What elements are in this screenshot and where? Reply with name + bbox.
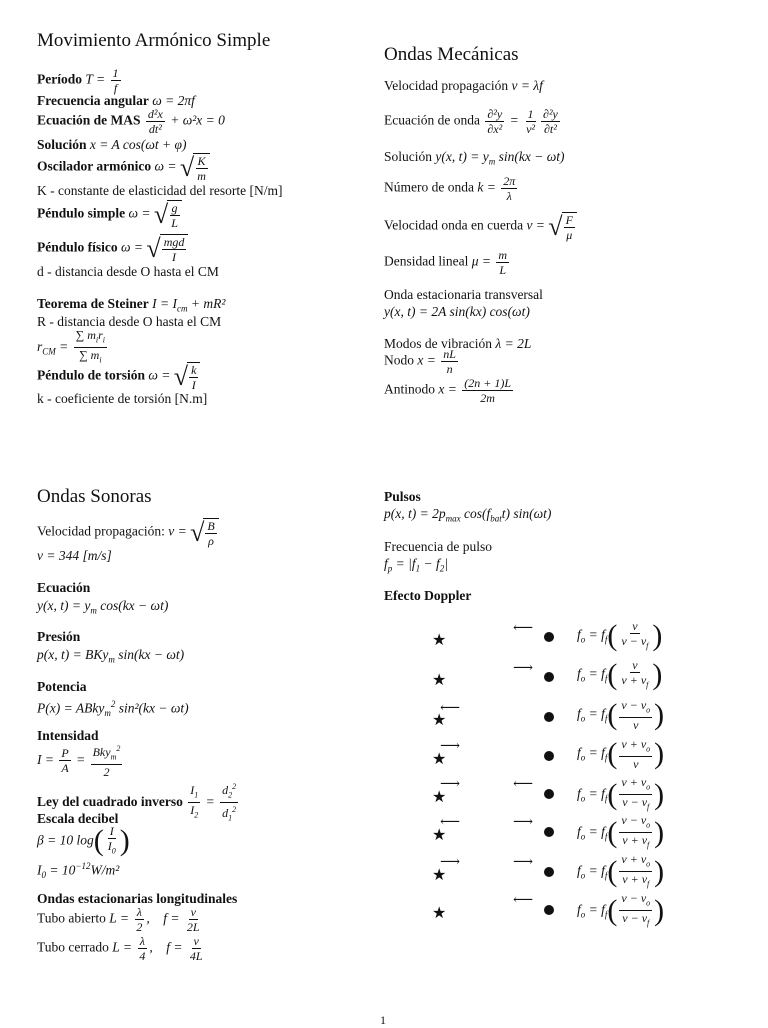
source-arrow-right-icon: ⟶ bbox=[440, 854, 461, 870]
d-description: d - distancia desde O hasta el CM bbox=[37, 264, 219, 279]
observer-arrow-left-icon: ⟵ bbox=[513, 892, 534, 908]
ec-mas-label: Ecuación de MAS bbox=[37, 112, 141, 128]
oscilador-label: Oscilador armónico bbox=[37, 158, 152, 174]
freq-ang-label: Frecuencia angular bbox=[37, 93, 149, 108]
solucion-label: Solución bbox=[37, 137, 87, 152]
intensidad-formula: I = $\frac{P}{A}$ = $\frac{Bky_m^2}{2}$ bbox=[37, 744, 121, 780]
pulsos-formula: p(x, $t) = 2p_{max}$ $\cos(f_{bat}t)$ sin(ωt) bbox=[384, 506, 552, 524]
source-star-icon: ★ bbox=[432, 865, 447, 884]
oscilador-formula: Oscilador armónico ω = √ $\frac{K}{m}$ bbox=[37, 153, 210, 182]
pendulo-fisico-formula: Péndulo físico ω = √ $\frac{\text{mgd}}{I}$ bbox=[37, 234, 188, 263]
k-torsion-description: k - coeficiente de torsión [N.m] bbox=[37, 391, 208, 406]
doppler-formula-4: $f_o = f_f$( $\frac{v + v_o}{v}$ ) bbox=[577, 737, 665, 772]
periodo-label: Período bbox=[37, 71, 82, 87]
vel-cuerda-label: Velocidad onda en cuerda bbox=[384, 217, 524, 233]
observer-dot-icon bbox=[544, 789, 554, 799]
source-arrow-right-icon: ⟶ bbox=[440, 738, 461, 754]
intensidad-heading: Intensidad bbox=[37, 728, 99, 743]
doppler-formula-2: $f_o = f_f$( $\frac{v}{v + v_f}$ ) bbox=[577, 658, 663, 692]
ecuacion-mas-formula: Ecuación de MAS $\frac{\text{d²x}}{\text{dt²}}$ + ω²x = 0 bbox=[37, 107, 225, 136]
beta-formula: β = 10 log( $\frac{I}{I_0}$ ) bbox=[37, 824, 130, 858]
pulsos-heading: Pulsos bbox=[384, 489, 421, 504]
source-star-icon: ★ bbox=[432, 903, 447, 922]
pend-torsion-label: Péndulo de torsión bbox=[37, 367, 146, 383]
ecuacion-onda-formula: Ecuación de onda $\frac{\text{∂²y}}{\text{∂x²}}$ = $\frac{1}{\text{v²}}$ $\frac{\text{∂²y}}{\text{∂t²}}$ bbox=[384, 107, 558, 136]
doppler-formula-7: $f_o = f_f$( $\frac{v + v_o}{v + v_f}$ ) bbox=[577, 852, 665, 889]
ley-cuadrado-formula: Ley del cuadrado inverso $\frac{I_1}{I_2}$ = $\frac{d_2^2}{d_1^2}$ bbox=[37, 782, 237, 823]
antinodo-label: Antinodo bbox=[384, 381, 436, 397]
k-description: K - constante de elasticidad del resorte [N/m] bbox=[37, 183, 283, 198]
solucion-onda-formula: Solución y(x, $t) = y_m$ sin(kx − ωt) bbox=[384, 149, 565, 167]
vel-prop-sonora-formula: Velocidad propagación: v = √ $\frac{B}{\rho}$ bbox=[37, 518, 219, 547]
frecuencia-pulso-formula: $f_p = |f_1 - f_2|$ bbox=[384, 556, 448, 574]
tubo-cerrado-label: Tubo cerrado bbox=[37, 939, 109, 955]
frecuencia-angular-formula: Frecuencia angular ω = 2πf bbox=[37, 93, 195, 108]
potencia-heading: Potencia bbox=[37, 679, 87, 694]
observer-arrow-left-icon: ⟵ bbox=[513, 620, 534, 636]
observer-dot-icon bbox=[544, 712, 554, 722]
observer-dot-icon bbox=[544, 867, 554, 877]
section-title-mas: Movimiento Armónico Simple bbox=[37, 30, 271, 51]
doppler-heading: Efecto Doppler bbox=[384, 588, 472, 603]
potencia-formula: P(x) = ABky$_m^2$ sin²(kx − ωt) bbox=[37, 699, 189, 719]
pendulo-torsion-formula: Péndulo de torsión ω = √ $\frac{k}{I}$ bbox=[37, 362, 200, 391]
numero-onda-formula: Número de onda k = $\frac{2\pi}{\lambda}$ bbox=[384, 174, 516, 203]
doppler-formula-6: $f_o = f_f$( $\frac{v - v_o}{v + v_f}$ ) bbox=[577, 813, 665, 850]
steiner-formula: Teorema de Steiner $I = I_{cm} + mR^2$ bbox=[37, 296, 226, 314]
ecuacion-sonora-heading: Ecuación bbox=[37, 580, 91, 595]
observer-dot-icon bbox=[544, 905, 554, 915]
source-star-icon: ★ bbox=[432, 670, 447, 689]
steiner-label: Teorema de Steiner bbox=[37, 296, 149, 311]
pendulo-simple-formula: Péndulo simple ω = √ $\frac{g}{L}$ bbox=[37, 200, 182, 229]
velocidad-propagacion-formula: Velocidad propagación v = λf bbox=[384, 78, 543, 93]
observer-arrow-left-icon: ⟵ bbox=[513, 776, 534, 792]
observer-dot-icon bbox=[544, 672, 554, 682]
solucion-onda-label: Solución bbox=[384, 149, 433, 164]
section-title-ondas-sonoras: Ondas Sonoras bbox=[37, 486, 152, 507]
tubo-abierto-label: Tubo abierto bbox=[37, 910, 106, 926]
solucion-mas-formula: Solución x = A cos(ωt + φ) bbox=[37, 137, 187, 152]
ondas-long-heading: Ondas estacionarias longitudinales bbox=[37, 891, 238, 906]
source-star-icon: ★ bbox=[432, 630, 447, 649]
section-title-ondas-mecanicas: Ondas Mecánicas bbox=[384, 44, 519, 65]
source-star-icon: ★ bbox=[432, 825, 447, 844]
source-arrow-left-icon: ⟵ bbox=[440, 814, 461, 830]
onda-estacionaria-label: Onda estacionaria transversal bbox=[384, 287, 543, 302]
escala-decibel-heading: Escala decibel bbox=[37, 811, 119, 826]
source-arrow-right-icon: ⟶ bbox=[440, 776, 461, 792]
num-onda-label: Número de onda bbox=[384, 179, 474, 195]
onda-estacionaria-formula: y(x, t) = 2A sin(kx) cos(ωt) bbox=[384, 304, 530, 319]
velocidad-cuerda-formula: Velocidad onda en cuerda v = √ $\frac{F}{\mu}$ bbox=[384, 212, 577, 241]
ecuacion-sonora-formula: y(x, $t) = y_m$ cos(kx − ωt) bbox=[37, 598, 169, 616]
modos-label: Modos de vibración bbox=[384, 336, 492, 351]
source-arrow-left-icon: ⟵ bbox=[440, 700, 461, 716]
pend-simple-label: Péndulo simple bbox=[37, 205, 126, 221]
doppler-formula-3: $f_o = f_f$( $\frac{v - v_o}{v}$ ) bbox=[577, 698, 665, 733]
observer-arrow-right-icon: ⟶ bbox=[513, 814, 534, 830]
presion-formula: p(x, t) = BKy$_m$ sin(kx − ωt) bbox=[37, 647, 185, 665]
pend-fisico-label: Péndulo físico bbox=[37, 239, 118, 255]
periodo-formula: Período T = $\frac{1}{f}$ bbox=[37, 66, 119, 95]
doppler-formula-1: $f_o = f_f$( $\frac{v}{v - v_f}$ ) bbox=[577, 619, 663, 653]
dens-lineal-label: Densidad lineal bbox=[384, 253, 469, 269]
doppler-formula-5: $f_o = f_f$( $\frac{v + v_o}{v - v_f}$ ) bbox=[577, 775, 665, 812]
observer-dot-icon bbox=[544, 632, 554, 642]
observer-dot-icon bbox=[544, 827, 554, 837]
page-number: 1 bbox=[380, 1013, 386, 1027]
nodo-label: Nodo bbox=[384, 352, 414, 368]
v344-value: v = 344 [m/s] bbox=[37, 548, 112, 563]
densidad-lineal-formula: Densidad lineal μ = $\frac{m}{L}$ bbox=[384, 248, 508, 277]
nodo-formula: Nodo x = $\frac{nL}{n}$ bbox=[384, 347, 456, 376]
modos-vibracion-formula: Modos de vibración λ = 2L bbox=[384, 336, 532, 351]
rcm-formula: $r_{CM}$ = $\frac{\sum m_ir_i}{\sum m_i}$ bbox=[37, 328, 106, 365]
presion-heading: Presión bbox=[37, 629, 81, 644]
doppler-formula-8: $f_o = f_f$( $\frac{v - v_o}{v - v_f}$ ) bbox=[577, 891, 665, 928]
source-star-icon: ★ bbox=[432, 787, 447, 806]
tubo-cerrado-formula: Tubo cerrado L = $\frac{\lambda}{4}$ , f = $\frac{v}{4L}$ bbox=[37, 934, 203, 963]
r-description: R - distancia desde O hasta el CM bbox=[37, 314, 222, 329]
vel-prop-label: Velocidad propagación bbox=[384, 78, 509, 93]
observer-arrow-right-icon: ⟶ bbox=[513, 660, 534, 676]
observer-dot-icon bbox=[544, 751, 554, 761]
frecuencia-pulso-label: Frecuencia de pulso bbox=[384, 539, 492, 554]
tubo-abierto-formula: Tubo abierto L = $\frac{\lambda}{2}$ , f = $\frac{v}{2L}$ bbox=[37, 905, 200, 934]
observer-arrow-right-icon: ⟶ bbox=[513, 854, 534, 870]
vel-prop-sonora-label: Velocidad propagación: bbox=[37, 523, 165, 539]
ec-onda-label: Ecuación de onda bbox=[384, 112, 480, 128]
source-star-icon: ★ bbox=[432, 710, 447, 729]
ley-cuad-label: Ley del cuadrado inverso bbox=[37, 793, 183, 809]
i0-formula: $I_0 = 10^{-12}W/m^2$ bbox=[37, 861, 120, 881]
source-star-icon: ★ bbox=[432, 749, 447, 768]
antinodo-formula: Antinodo x = $\frac{(2n + 1)L}{2m}$ bbox=[384, 376, 512, 405]
